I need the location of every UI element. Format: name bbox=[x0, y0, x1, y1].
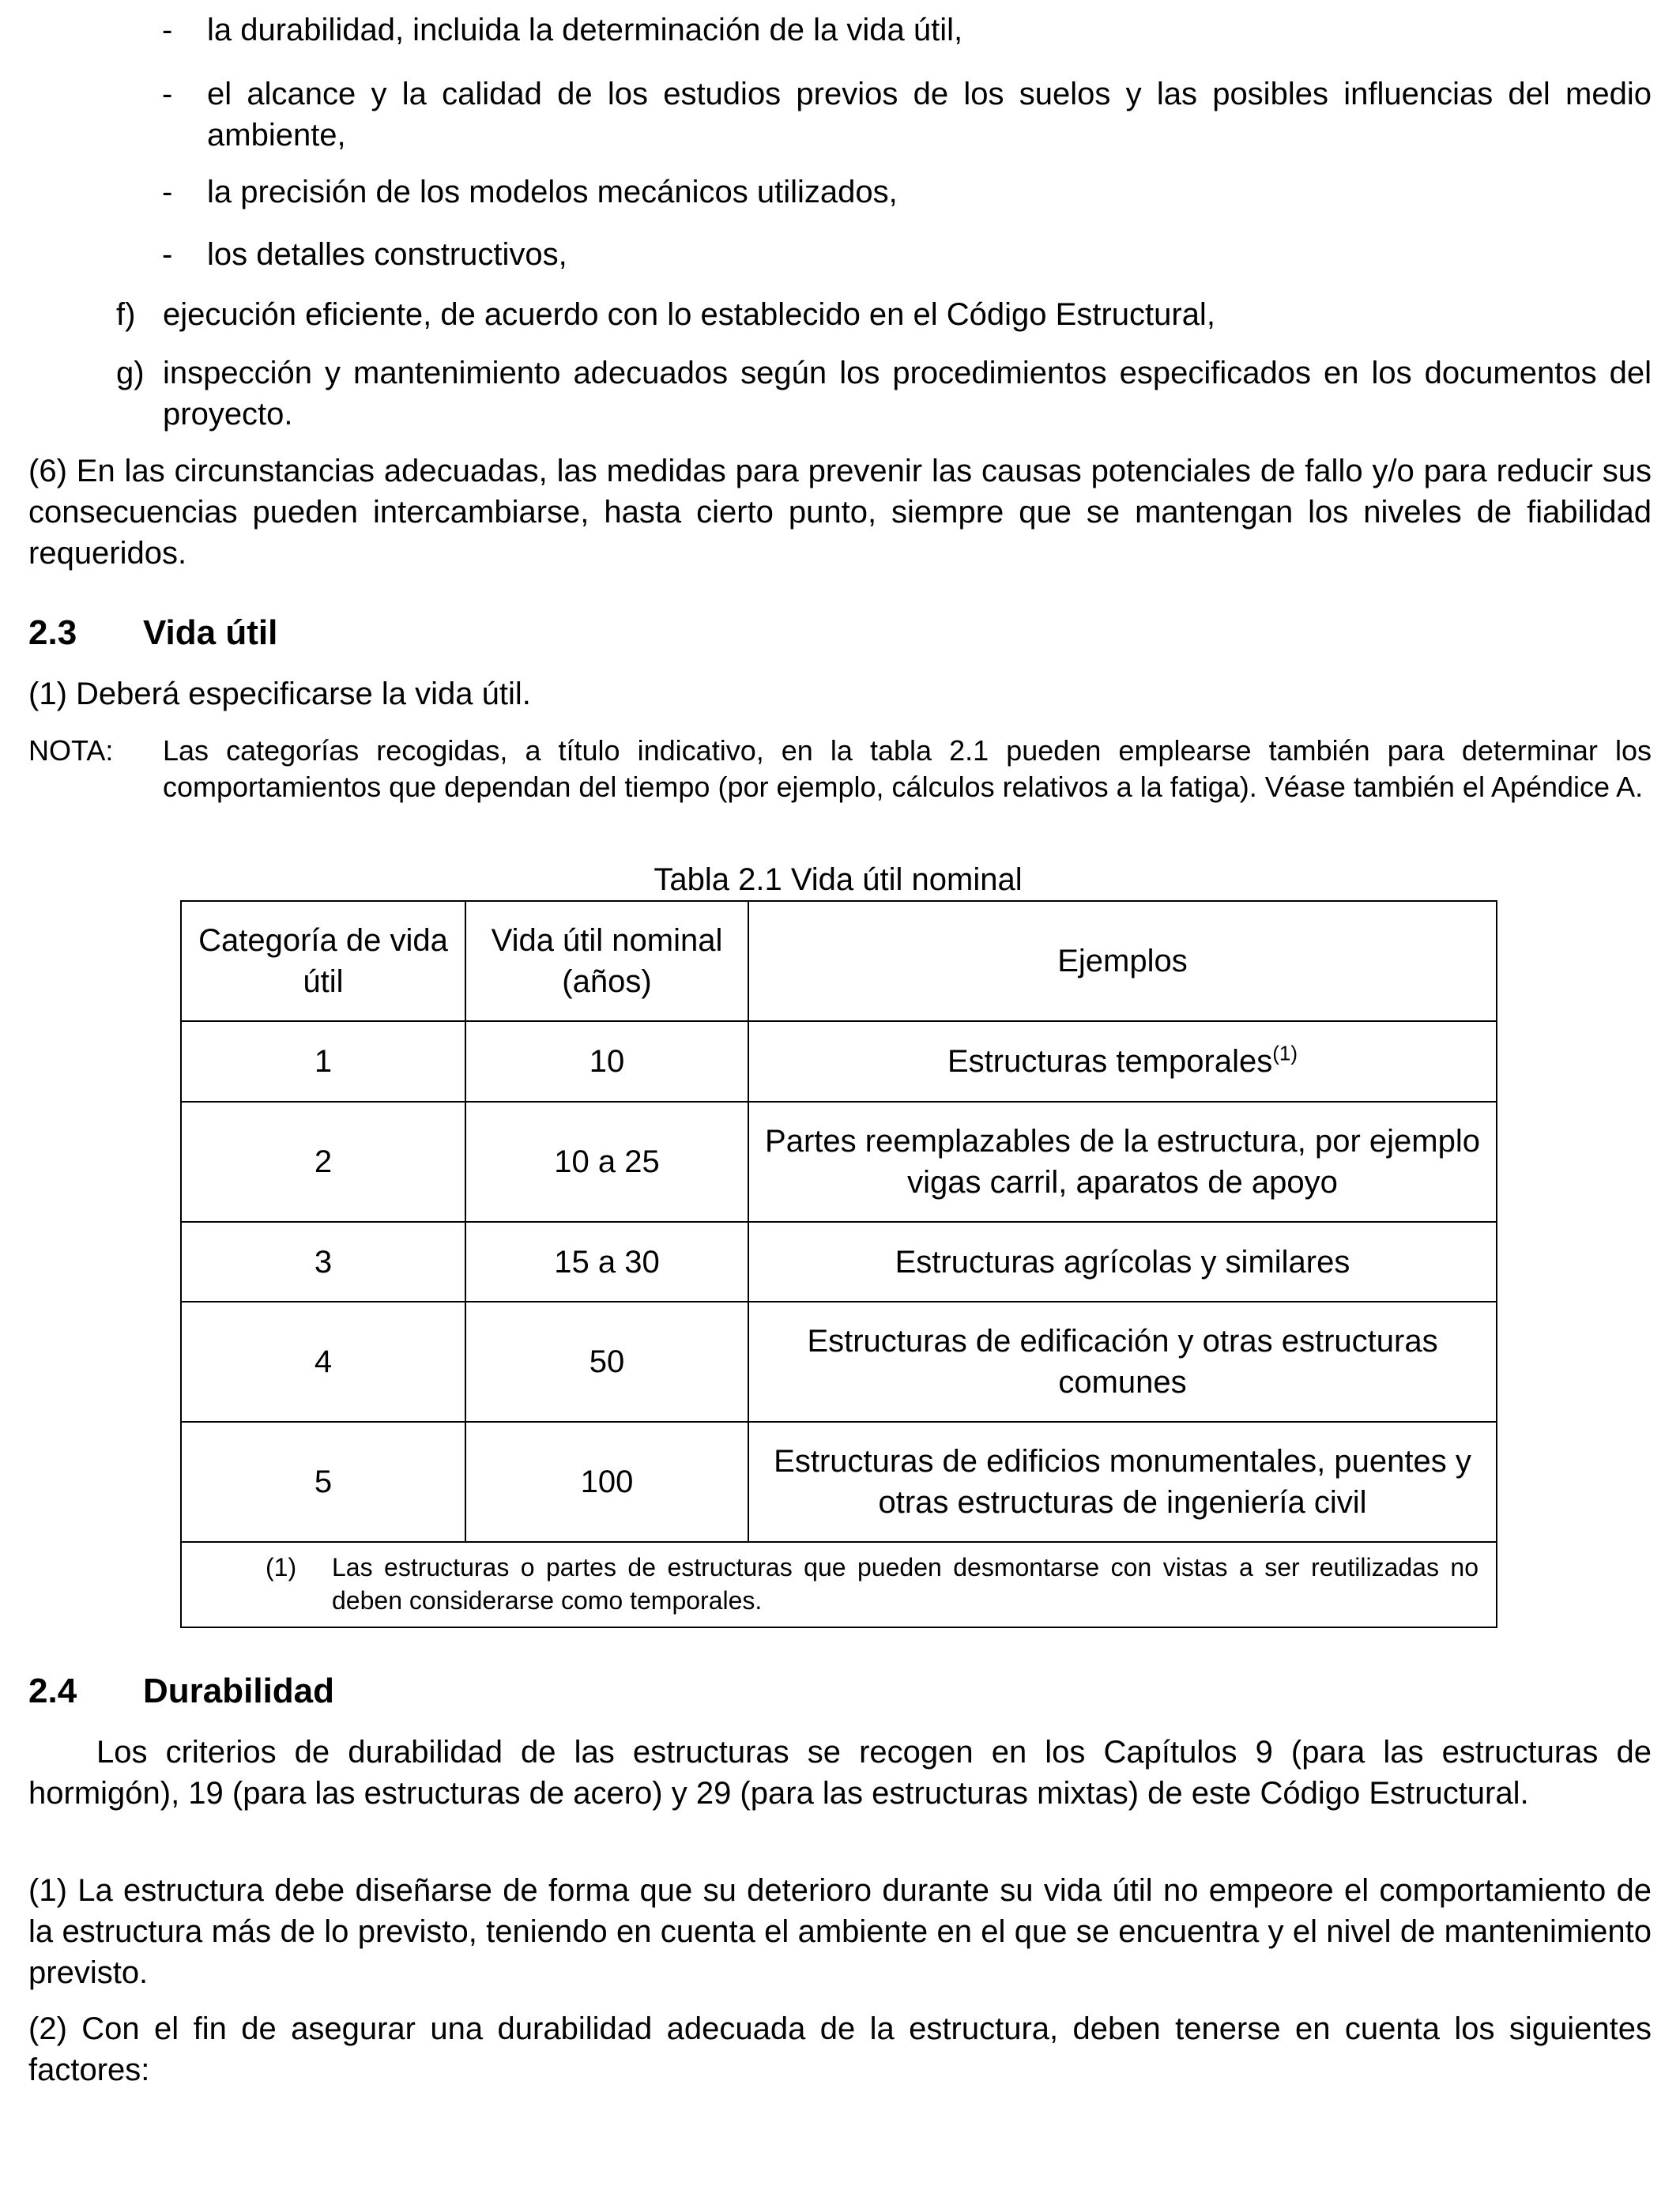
section-title: Durabilidad bbox=[143, 1672, 335, 1710]
item-g-label: g) bbox=[116, 356, 145, 390]
table-cell-years: 15 a 30 bbox=[465, 1222, 748, 1302]
section-2-4-paragraph-1: (1) La estructura debe diseñarse de forma que su deterioro durante su vida útil no empeore el comportamiento de la estructura más de lo previsto, teniendo en cuenta el ambiente en el que se encuentra y el nivel de mantenimiento previsto. bbox=[28, 1873, 1652, 1990]
table-row bbox=[181, 1302, 1497, 1422]
table-cell-example: Partes reemplazables de la estructura, por ejemplo vigas carril, aparatos de apoyo bbox=[748, 1102, 1497, 1222]
section-title: Vida útil bbox=[143, 613, 278, 652]
table-cell-category: 5 bbox=[181, 1422, 465, 1542]
paragraph-6: (6) En las circunstancias adecuadas, las medidas para prevenir las causas potenciales de fallo y/o para reducir sus consecuencias pueden intercambiarse, hasta cierto punto, siempre que se mantengan los niveles de fiabilidad requeridos. bbox=[28, 454, 1652, 571]
table-cell-years: 100 bbox=[465, 1422, 748, 1542]
table-cell-category: 1 bbox=[181, 1021, 465, 1102]
section-2-4-paragraph-2: (2) Con el fin de asegurar una durabilidad adecuada de la estructura, deben tenerse en cuenta los siguientes factores: bbox=[28, 2011, 1652, 2087]
table-header-row bbox=[181, 901, 1497, 1021]
note-label: NOTA: bbox=[28, 734, 114, 767]
list-dash: - bbox=[162, 13, 173, 47]
table-cell-years: 50 bbox=[465, 1302, 748, 1422]
table-row bbox=[181, 1021, 1497, 1102]
table-caption: Tabla 2.1 Vida útil nominal bbox=[654, 862, 1023, 897]
table-row bbox=[181, 1102, 1497, 1222]
table-cell-example bbox=[748, 1021, 1497, 1102]
list-dash: - bbox=[162, 175, 173, 209]
section-2-4-intro: Los criterios de durabilidad de las estructuras se recogen en los Capítulos 9 (para las estructuras de hormigón), 19 (para las estructuras de acero) y 29 (para las estructuras mixtas) de este Código Estructural. bbox=[28, 1735, 1652, 1811]
table-footnote bbox=[181, 1542, 1497, 1627]
example-text: Estructuras temporales bbox=[947, 1044, 1273, 1079]
footnote-reference: (1) bbox=[1272, 1041, 1298, 1065]
list-item: la precisión de los modelos mecánicos utilizados, bbox=[207, 175, 898, 209]
note-text: Las categorías recogidas, a título indicativo, en la tabla 2.1 pueden emplearse también para determinar los comportamientos que dependan del tiempo (por ejemplo, cálculos relativos a la fatiga). Véase también el Apéndice A. bbox=[163, 734, 1652, 803]
section-number: 2.4 bbox=[28, 1672, 77, 1710]
table-cell-example: Estructuras agrícolas y similares bbox=[748, 1222, 1497, 1302]
list-item: la durabilidad, incluida la determinación de la vida útil, bbox=[207, 13, 963, 47]
column-header: Ejemplos bbox=[748, 901, 1497, 1021]
section-number: 2.3 bbox=[28, 613, 77, 652]
service-life-table bbox=[180, 900, 1497, 1628]
column-header: Categoría de vida útil bbox=[181, 901, 465, 1021]
section-2-3-paragraph-1: (1) Deberá especificarse la vida útil. bbox=[28, 677, 531, 711]
table-cell-category: 3 bbox=[181, 1222, 465, 1302]
table-footnote-row bbox=[181, 1542, 1497, 1627]
table-row bbox=[181, 1222, 1497, 1302]
item-g-text: inspección y mantenimiento adecuados según los procedimientos especificados en los documentos del proyecto. bbox=[163, 356, 1652, 432]
footnote-text: Las estructuras o partes de estructuras que pueden desmontarse con vistas a ser reutilizadas no deben considerarse como temporales. bbox=[332, 1553, 1478, 1615]
table-cell-category: 2 bbox=[181, 1102, 465, 1222]
table-cell-years: 10 a 25 bbox=[465, 1102, 748, 1222]
table-cell-years: 10 bbox=[465, 1021, 748, 1102]
table-cell-example: Estructuras de edificios monumentales, puentes y otras estructuras de ingeniería civil bbox=[748, 1422, 1497, 1542]
list-dash: - bbox=[162, 237, 173, 272]
table-cell-example: Estructuras de edificación y otras estructuras comunes bbox=[748, 1302, 1497, 1422]
footnote-label: (1) bbox=[266, 1553, 297, 1581]
list-item: el alcance y la calidad de los estudios previos de los suelos y las posibles influencias del medio ambiente, bbox=[207, 77, 1652, 153]
item-f-label: f) bbox=[116, 297, 136, 332]
column-header: Vida útil nominal (años) bbox=[465, 901, 748, 1021]
list-dash: - bbox=[162, 77, 173, 111]
table-cell-category: 4 bbox=[181, 1302, 465, 1422]
item-f-text: ejecución eficiente, de acuerdo con lo establecido en el Código Estructural, bbox=[163, 297, 1215, 332]
list-item: los detalles constructivos, bbox=[207, 237, 567, 272]
table-row bbox=[181, 1422, 1497, 1542]
